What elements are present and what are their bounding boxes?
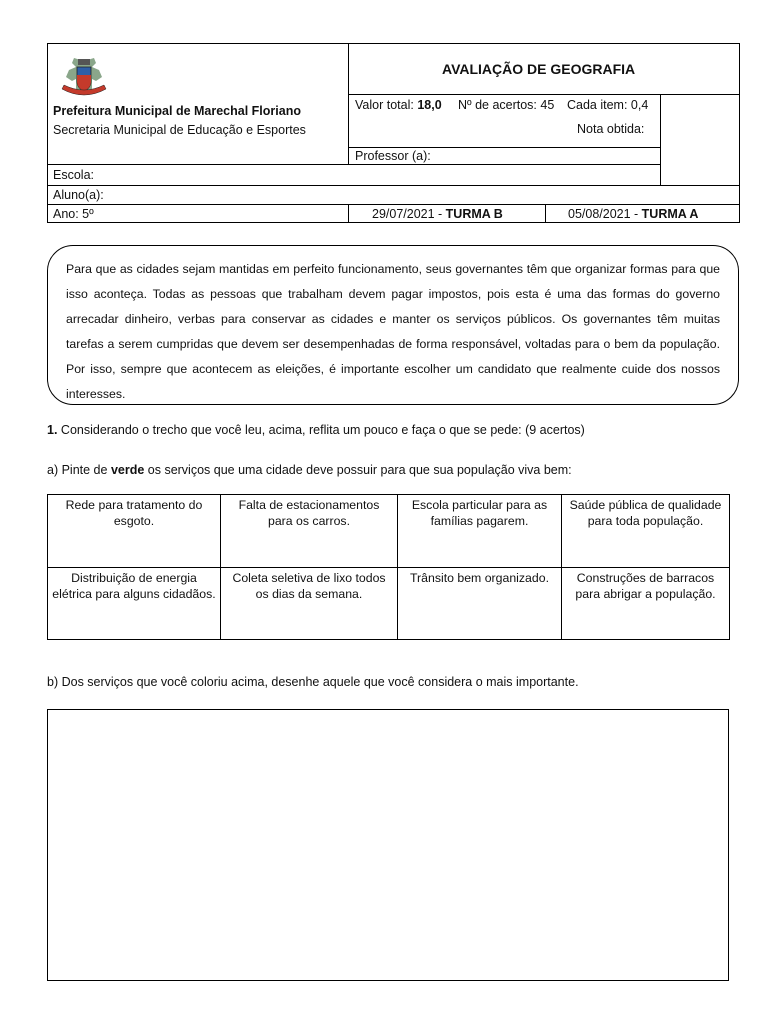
escola-field[interactable]: Escola: bbox=[53, 168, 94, 182]
part-a-before: a) Pinte de bbox=[47, 463, 111, 477]
turma-a-date bbox=[568, 206, 698, 222]
reading-passage: Para que as cidades sejam mantidas em perfeito funcionamento, seus governantes têm que organizar formas para que isso aconteça. Todas as pessoas que trabalham devem pagar impostos, pois esta é uma das formas do governo arrecadar dinheiro, verbas para conservar as cidades e manter os serviços públicos. Os governantes têm muitas tarefas a serem cumpridas que devem ser desempenhadas de forma responsável, voltadas para o bem da população. Por isso, sempre que acontecem as eleições, é importante escolher um candidato que realmente cuide dos nossos interesses. bbox=[66, 262, 720, 401]
drawing-area[interactable] bbox=[47, 709, 729, 981]
date-b: 29/07/2021 - bbox=[372, 207, 446, 221]
nota-obtida-label: Nota obtida: bbox=[577, 122, 645, 136]
service-cell[interactable]: Rede para tratamento do esgoto. bbox=[48, 495, 221, 568]
service-cell[interactable]: Saúde pública de qualidade para toda população. bbox=[562, 495, 730, 568]
question-1-text: Considerando o trecho que você leu, acima, reflita um pouco e faça o que se pede: (9 acertos) bbox=[57, 423, 585, 437]
services-table bbox=[47, 494, 730, 640]
page-title: AVALIAÇÃO DE GEOGRAFIA bbox=[442, 61, 636, 77]
table-row bbox=[48, 567, 730, 640]
turma-b-date bbox=[372, 206, 503, 222]
department-name: Secretaria Municipal de Educação e Esportes bbox=[53, 123, 306, 137]
aluno-field[interactable]: Aluno(a): bbox=[53, 188, 104, 202]
service-cell[interactable]: Escola particular para as famílias pagarem. bbox=[398, 495, 562, 568]
municipal-seal-icon bbox=[54, 55, 114, 101]
part-b-instruction: b) Dos serviços que você coloriu acima, desenhe aquele que você considera o mais importante. bbox=[47, 675, 579, 689]
reading-box bbox=[47, 245, 739, 405]
ano-label: Ano: 5º bbox=[53, 207, 94, 221]
escola-top-line bbox=[47, 164, 660, 165]
part-a-instruction bbox=[47, 462, 572, 478]
service-cell[interactable]: Falta de estacionamentos para os carros. bbox=[221, 495, 398, 568]
service-cell[interactable]: Coleta seletiva de lixo todos os dias da semana. bbox=[221, 567, 398, 640]
table-row bbox=[48, 495, 730, 568]
ano-divider-1 bbox=[348, 204, 349, 223]
ano-top-line bbox=[47, 204, 740, 205]
valor-total bbox=[355, 97, 442, 113]
institution-name: Prefeitura Municipal de Marechal Floriano bbox=[53, 104, 301, 118]
service-cell[interactable]: Trânsito bem organizado. bbox=[398, 567, 562, 640]
item-value: Cada item: 0,4 bbox=[567, 98, 649, 112]
aluno-top-line bbox=[47, 185, 740, 186]
acertos-count: Nº de acertos: 45 bbox=[458, 98, 555, 112]
ano-divider-2 bbox=[545, 204, 546, 223]
part-a-emphasis: verde bbox=[110, 463, 145, 477]
service-cell[interactable]: Distribuição de energia elétrica para alguns cidadãos. bbox=[48, 567, 221, 640]
nota-box-divider bbox=[660, 94, 661, 186]
valor-total-label: Valor total: bbox=[355, 98, 414, 112]
date-a: 05/08/2021 - bbox=[568, 207, 642, 221]
question-1 bbox=[47, 422, 585, 438]
turma-b: TURMA B bbox=[445, 207, 503, 221]
title-underline bbox=[348, 94, 740, 95]
turma-a: TURMA A bbox=[641, 207, 699, 221]
valor-total-value: 18,0 bbox=[417, 98, 442, 112]
part-a-after: os serviços que uma cidade deve possuir para que sua população viva bem: bbox=[144, 463, 572, 477]
service-cell[interactable]: Construções de barracos para abrigar a população. bbox=[562, 567, 730, 640]
professor-field[interactable]: Professor (a): bbox=[355, 149, 431, 163]
question-1-number: 1. bbox=[47, 423, 58, 437]
